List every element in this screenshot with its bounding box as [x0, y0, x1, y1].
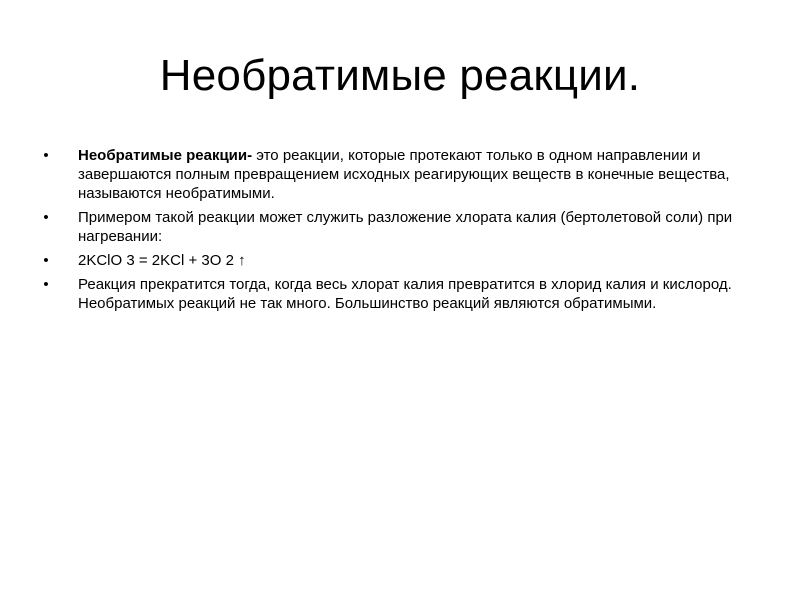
term-bold: Необратимые реакции- — [78, 147, 253, 164]
bullet-marker: • — [43, 276, 49, 293]
bullet-text: Реакция прекратится тогда, когда весь хлорат калия превратится в хлорид калия и кислород. Необратимых реакций не так много. Большинство реакций являются обратимыми. — [78, 276, 732, 312]
bullet-item-example — [40, 208, 768, 246]
bullet-marker: • — [43, 147, 49, 164]
bullet-text: Примером такой реакции может служить разложение хлората калия (бертолетовой соли) при нагревании: — [78, 209, 733, 245]
bullet-marker: • — [43, 209, 49, 226]
bullet-list — [40, 146, 768, 318]
chemical-equation: 2KClO 3 = 2KCl + 3O 2 ↑ — [78, 252, 246, 269]
bullet-marker: • — [43, 252, 49, 269]
bullet-item-conclusion — [40, 275, 768, 313]
bullet-text: это реакции, которые протекают только в одном направлении и завершаются полным превращением исходных реагирующих веществ в конечные вещества, называются необратимыми. — [78, 147, 730, 202]
slide-title: Необратимые реакции. — [159, 51, 641, 100]
bullet-item-equation — [40, 251, 768, 270]
bullet-item-definition — [40, 146, 768, 203]
